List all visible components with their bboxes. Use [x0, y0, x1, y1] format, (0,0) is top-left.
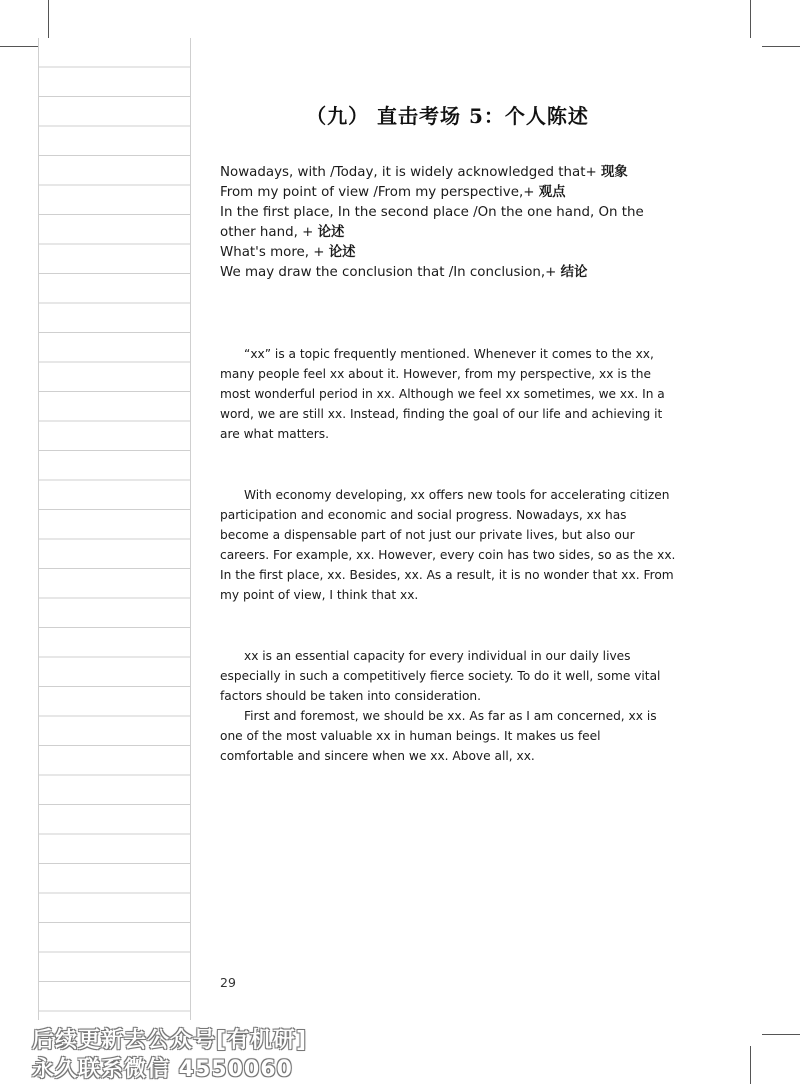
watermark-line-1: 后续更新去公众号[有机研] [32, 1028, 308, 1053]
phrase-text: In the first place, In the second place /On the one hand, On the other hand, + [220, 205, 644, 240]
sample-paragraph-3b: First and foremost, we should be xx. As far as I am concerned, xx is one of the most valuable xx in human beings. It makes us feel comfortable and sincere when we xx. Above all, xx. [220, 709, 657, 763]
phrase-line [220, 183, 678, 203]
phrase-tag: 结论 [560, 265, 588, 280]
phrase-line [220, 243, 678, 263]
phrase-text: What's more, + [220, 245, 329, 260]
phrase-tag: 现象 [600, 165, 628, 180]
sample-paragraph-2: With economy developing, xx offers new tools for accelerating citizen participation and economic and social progress. Nowadays, xx has become a dispensable part of not just our private lives, but also our careers. For example, xx. However, every coin has two sides, so as the xx. In the first place, xx. Besides, xx. As a result, it is no wonder that xx. From my point of view, I think that xx. [220, 488, 676, 602]
phrase-text: We may draw the conclusion that /In conclusion,+ [220, 265, 561, 280]
crop-mark [750, 0, 751, 38]
crop-mark [750, 1046, 751, 1084]
crop-mark [762, 46, 800, 47]
phrase-tag: 论述 [328, 245, 356, 260]
phrase-list [220, 163, 678, 283]
phrase-line [220, 263, 678, 283]
phrase-tag: 论述 [317, 225, 345, 240]
phrase-text: Nowadays, with /Today, it is widely acknowledged that+ [220, 165, 601, 180]
crop-mark [0, 46, 38, 47]
phrase-line [220, 163, 678, 183]
page-title: （九） 直击考场 5：个人陈述 [306, 104, 589, 128]
watermark-line-2: 永久联系微信 4550060 [32, 1057, 293, 1082]
crop-mark [48, 0, 49, 38]
sample-paragraph-1: “xx” is a topic frequently mentioned. Whenever it comes to the xx, many people feel xx about it. However, from my perspective, xx is the most wonderful period in xx. Although we feel xx sometimes, we xx. In a word, we are still xx. Instead, finding the goal of our life and achieving it are what matters. [220, 347, 665, 441]
lined-margin-column [38, 38, 191, 1020]
phrase-line [220, 203, 678, 243]
page-number: 29 [220, 975, 236, 990]
phrase-tag: 观点 [538, 185, 566, 200]
phrase-text: From my point of view /From my perspective,+ [220, 185, 539, 200]
sample-paragraph-3a: xx is an essential capacity for every individual in our daily lives especially in such a competitively fierce society. To do it well, some vital factors should be taken into consideration. [220, 649, 661, 703]
crop-mark [762, 1034, 800, 1035]
